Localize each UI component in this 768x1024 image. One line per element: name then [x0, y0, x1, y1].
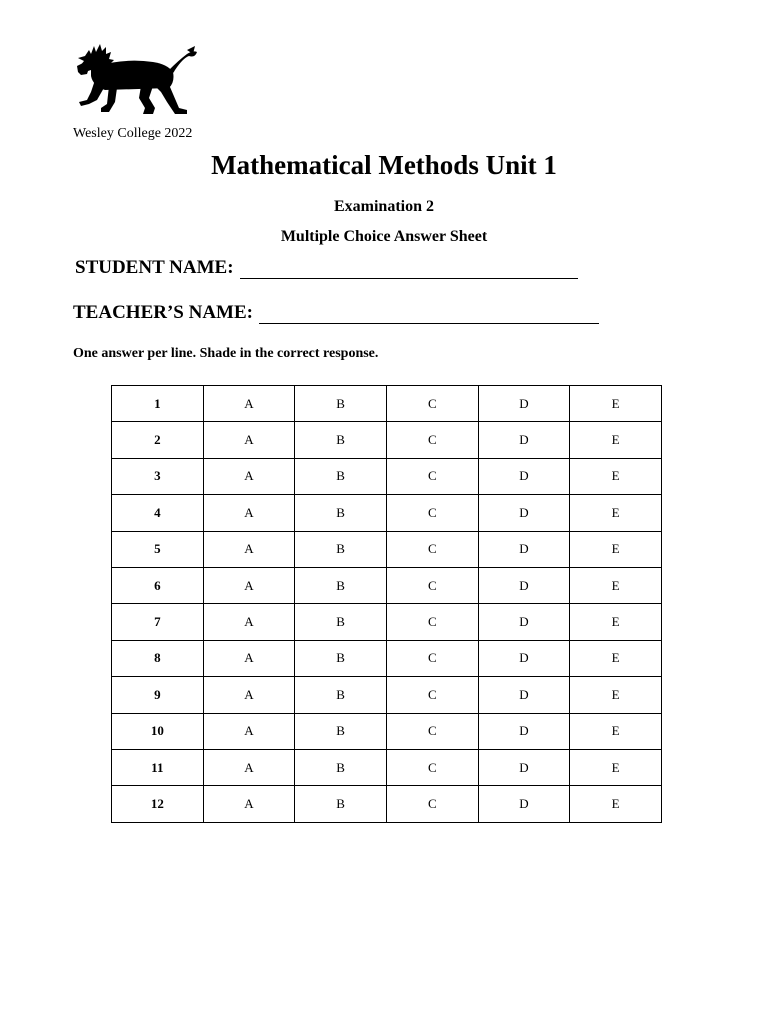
question-number: 4: [112, 495, 204, 531]
answer-option-c[interactable]: C: [386, 567, 478, 603]
answer-option-e[interactable]: E: [570, 567, 662, 603]
answer-option-e[interactable]: E: [570, 713, 662, 749]
question-number: 11: [112, 749, 204, 785]
answer-option-a[interactable]: A: [203, 495, 295, 531]
answer-option-d[interactable]: D: [478, 713, 570, 749]
question-number: 1: [112, 386, 204, 422]
answer-option-c[interactable]: C: [386, 422, 478, 458]
answer-option-b[interactable]: B: [295, 604, 387, 640]
table-row: [112, 458, 662, 494]
teacher-name-blank[interactable]: [259, 305, 599, 324]
answer-option-d[interactable]: D: [478, 567, 570, 603]
answer-option-b[interactable]: B: [295, 713, 387, 749]
question-number: 9: [112, 677, 204, 713]
answer-option-e[interactable]: E: [570, 458, 662, 494]
answer-option-c[interactable]: C: [386, 604, 478, 640]
answer-option-a[interactable]: A: [203, 749, 295, 785]
table-row: [112, 640, 662, 676]
answer-option-e[interactable]: E: [570, 640, 662, 676]
answer-option-c[interactable]: C: [386, 786, 478, 822]
question-number: 5: [112, 531, 204, 567]
table-row: [112, 749, 662, 785]
answer-option-d[interactable]: D: [478, 422, 570, 458]
answer-option-c[interactable]: C: [386, 713, 478, 749]
question-number: 12: [112, 786, 204, 822]
answer-option-a[interactable]: A: [203, 567, 295, 603]
answer-option-a[interactable]: A: [203, 640, 295, 676]
answer-option-b[interactable]: B: [295, 749, 387, 785]
table-row: [112, 567, 662, 603]
answer-option-b[interactable]: B: [295, 422, 387, 458]
student-name-field: [75, 257, 578, 279]
answer-grid-body: [112, 386, 662, 823]
answer-option-b[interactable]: B: [295, 531, 387, 567]
table-row: [112, 422, 662, 458]
answer-option-e[interactable]: E: [570, 677, 662, 713]
answer-sheet-subtitle: Multiple Choice Answer Sheet: [280, 228, 488, 245]
student-name-blank[interactable]: [240, 260, 578, 279]
answer-option-a[interactable]: A: [203, 677, 295, 713]
instruction-text: One answer per line. Shade in the correct response.: [73, 346, 379, 361]
table-row: [112, 531, 662, 567]
answer-option-e[interactable]: E: [570, 422, 662, 458]
question-number: 2: [112, 422, 204, 458]
answer-option-b[interactable]: B: [295, 495, 387, 531]
answer-option-c[interactable]: C: [386, 458, 478, 494]
answer-option-d[interactable]: D: [478, 604, 570, 640]
teacher-name-field: [73, 302, 599, 324]
page-title: Mathematical Methods Unit 1: [211, 150, 557, 180]
answer-option-a[interactable]: A: [203, 604, 295, 640]
answer-option-e[interactable]: E: [570, 386, 662, 422]
answer-option-a[interactable]: A: [203, 386, 295, 422]
exam-label: Examination 2: [333, 198, 434, 215]
answer-option-a[interactable]: A: [203, 458, 295, 494]
table-row: [112, 386, 662, 422]
answer-option-d[interactable]: D: [478, 786, 570, 822]
answer-option-a[interactable]: A: [203, 422, 295, 458]
question-number: 8: [112, 640, 204, 676]
answer-option-c[interactable]: C: [386, 531, 478, 567]
answer-option-a[interactable]: A: [203, 531, 295, 567]
table-row: [112, 604, 662, 640]
answer-option-b[interactable]: B: [295, 458, 387, 494]
answer-option-e[interactable]: E: [570, 495, 662, 531]
table-row: [112, 677, 662, 713]
answer-option-c[interactable]: C: [386, 386, 478, 422]
answer-option-d[interactable]: D: [478, 531, 570, 567]
answer-option-d[interactable]: D: [478, 458, 570, 494]
answer-option-d[interactable]: D: [478, 495, 570, 531]
question-number: 6: [112, 567, 204, 603]
table-row: [112, 495, 662, 531]
answer-option-b[interactable]: B: [295, 677, 387, 713]
answer-option-d[interactable]: D: [478, 677, 570, 713]
answer-option-b[interactable]: B: [295, 640, 387, 676]
answer-option-c[interactable]: C: [386, 749, 478, 785]
answer-option-e[interactable]: E: [570, 749, 662, 785]
answer-option-b[interactable]: B: [295, 567, 387, 603]
answer-option-e[interactable]: E: [570, 604, 662, 640]
answer-option-e[interactable]: E: [570, 531, 662, 567]
school-year-label: Wesley College 2022: [73, 126, 193, 141]
answer-option-d[interactable]: D: [478, 640, 570, 676]
answer-option-c[interactable]: C: [386, 677, 478, 713]
student-name-label: STUDENT NAME:: [75, 257, 234, 278]
table-row: [112, 786, 662, 822]
answer-option-a[interactable]: A: [203, 786, 295, 822]
teacher-name-label: TEACHER’S NAME:: [73, 302, 253, 323]
question-number: 3: [112, 458, 204, 494]
answer-option-e[interactable]: E: [570, 786, 662, 822]
lion-crest-icon: [75, 42, 199, 120]
question-number: 10: [112, 713, 204, 749]
answer-option-d[interactable]: D: [478, 386, 570, 422]
answer-option-c[interactable]: C: [386, 495, 478, 531]
answer-option-c[interactable]: C: [386, 640, 478, 676]
answer-grid: [111, 385, 662, 823]
answer-option-a[interactable]: A: [203, 713, 295, 749]
answer-option-b[interactable]: B: [295, 386, 387, 422]
question-number: 7: [112, 604, 204, 640]
answer-option-d[interactable]: D: [478, 749, 570, 785]
answer-option-b[interactable]: B: [295, 786, 387, 822]
table-row: [112, 713, 662, 749]
